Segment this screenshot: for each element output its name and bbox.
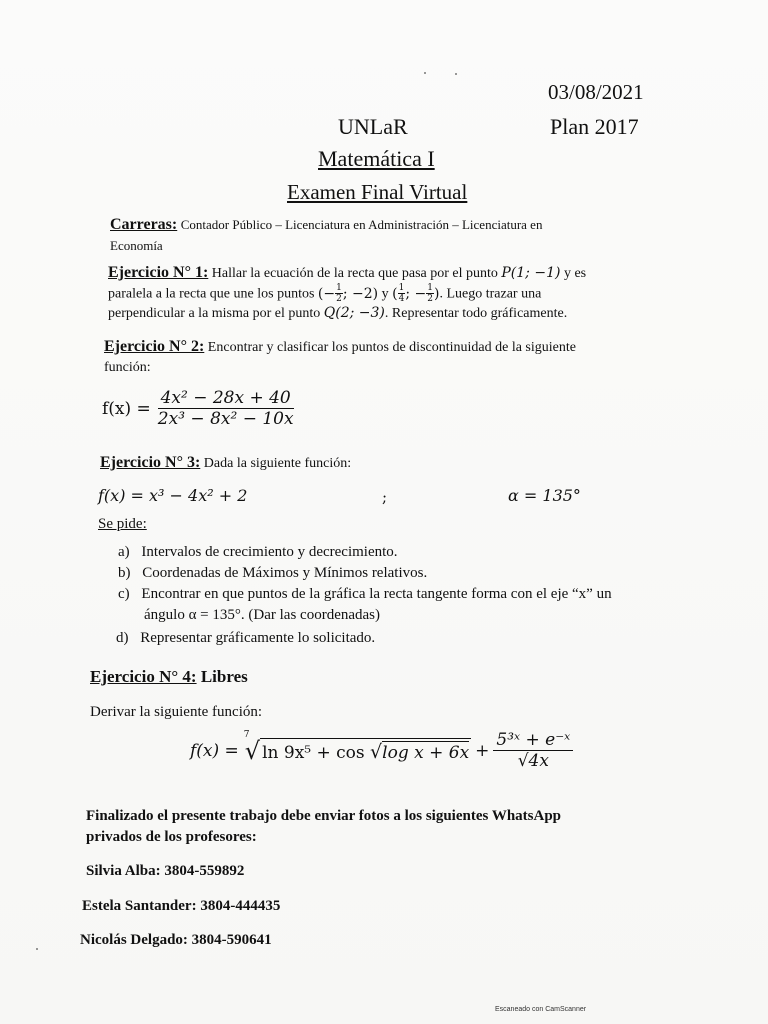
seventh-root: [243, 730, 471, 765]
exercise-3-label: Ejercicio N° 3:: [100, 454, 201, 471]
inner-radicand: log x + 6x: [382, 743, 470, 763]
camscanner-watermark: Escaneado con CamScanner: [495, 1006, 587, 1013]
list-text: Representar gráficamente lo solicitado.: [140, 630, 376, 646]
exercise-1-text: y es: [563, 266, 587, 281]
se-pide-label: Se pide:: [98, 516, 147, 532]
list-item: [116, 630, 375, 647]
exercise-3-separator: ;: [382, 488, 388, 506]
exercise-3-line-1: [100, 452, 351, 474]
list-item: [118, 565, 427, 582]
list-text: Intervalos de crecimiento y decrecimiento.: [141, 544, 398, 560]
exercise-1-text: Hallar la ecuación de la recta que pasa por el punto: [211, 266, 498, 281]
exercise-3-alpha: α = 135°: [508, 486, 581, 505]
exercise-1-label: Ejercicio N° 1:: [108, 264, 209, 281]
exercise-1-line-1: [108, 262, 586, 284]
exercise-2-function: [102, 388, 297, 429]
exercise-1-text: . Representar todo gráficamente.: [384, 306, 568, 321]
contact-silvia: Silvia Alba: 3804-559892: [86, 863, 245, 879]
exercise-4-label: Ejercicio N° 4:: [90, 667, 197, 686]
list-text: Encontrar en que puntos de la gráfica la recta tangente forma con el eje “x” un: [141, 586, 612, 602]
numerator: 4x² − 28x + 40: [158, 388, 294, 409]
radicand: [260, 738, 471, 763]
fraction-denominator: [515, 751, 552, 771]
root-index: 7: [243, 730, 250, 740]
exercise-4-function: [190, 730, 573, 771]
function-name: f(x) =: [190, 740, 239, 761]
denominator-radical-sign: √: [517, 751, 529, 771]
inner-radical-sign: √: [370, 741, 383, 763]
point-a: (− $\frac{1}{2}$ ; −2): [317, 283, 379, 304]
careers-line-2: Economía: [110, 238, 163, 253]
plus-sign: +: [475, 740, 490, 761]
exercise-2-line-2: función:: [104, 360, 151, 375]
exercise-2-text: Encontrar y clasificar los puntos de discontinuidad de la siguiente: [207, 340, 576, 355]
scan-speck: [424, 72, 426, 74]
list-text: Coordenadas de Máximos y Mínimos relativos.: [142, 565, 428, 581]
denominator-radicand: 4x: [528, 751, 549, 771]
study-plan: Plan 2017: [550, 114, 639, 139]
exercise-1-text: perpendicular a la misma por el punto: [108, 306, 321, 321]
denominator: 2x³ − 8x² − 10x: [157, 409, 294, 429]
scan-speck: [36, 948, 38, 950]
contact-nicolas: Nicolás Delgado: 3804-590641: [80, 932, 272, 948]
exercise-4-intro: Derivar la siguiente función:: [90, 704, 263, 720]
list-item: [118, 586, 612, 603]
list-key: d): [116, 630, 129, 646]
point-q: Q(2; −3): [323, 305, 385, 321]
list-key: c): [118, 586, 130, 602]
footer-instructions-2: privados de los profesores:: [86, 829, 257, 845]
rational-function: [155, 388, 297, 429]
exam-date: 03/08/2021: [548, 80, 644, 104]
exponential-fraction: [493, 730, 573, 771]
careers-line: [110, 214, 542, 236]
exercise-3-text: Dada la siguiente función:: [203, 456, 352, 471]
subject-title: Matemática I: [318, 146, 435, 171]
careers-text: Contador Público – Licenciatura en Administración – Licenciatura en: [180, 217, 543, 232]
exercise-2-label: Ejercicio N° 2:: [104, 338, 205, 355]
radical-sign: √: [244, 736, 261, 765]
university-name: UNLaR: [338, 114, 408, 139]
point-b: ( $\frac{1}{4}$ ; − $\frac{1}{2}$ ): [392, 283, 440, 304]
exercise-1-line-2: [108, 283, 541, 305]
exercise-4-title: Libres: [200, 667, 248, 686]
exercise-1-line-3: [108, 303, 567, 324]
exercise-1-text: y: [381, 286, 389, 302]
exercise-1-text: paralela a la recta que une los puntos: [108, 286, 315, 302]
exercise-4-heading: [90, 667, 248, 687]
fraction-numerator: 5³ˣ + e⁻ˣ: [493, 730, 573, 751]
footer-instructions: Finalizado el presente trabajo debe enviar fotos a los siguientes WhatsApp: [86, 808, 562, 824]
radicand-text: ln 9x⁵ + cos: [262, 743, 371, 763]
point-p: P(1; −1): [501, 265, 561, 281]
scan-speck: [455, 73, 457, 75]
exercise-1-text: . Luego trazar una: [439, 286, 542, 302]
exercise-2-line-1: [104, 336, 576, 358]
list-item: [118, 544, 398, 561]
exam-title: Examen Final Virtual: [287, 180, 468, 204]
list-text: ángulo α = 135°. (Dar las coordenadas): [144, 607, 380, 623]
contact-estela: Estela Santander: 3804-444435: [82, 898, 281, 914]
careers-label: Carreras:: [110, 216, 178, 233]
exercise-3-function: f(x) = x³ − 4x² + 2: [98, 486, 248, 505]
list-key: b): [118, 565, 131, 581]
function-name: f(x) =: [102, 398, 151, 419]
list-item-continued: [144, 607, 380, 624]
list-key: a): [118, 544, 130, 560]
